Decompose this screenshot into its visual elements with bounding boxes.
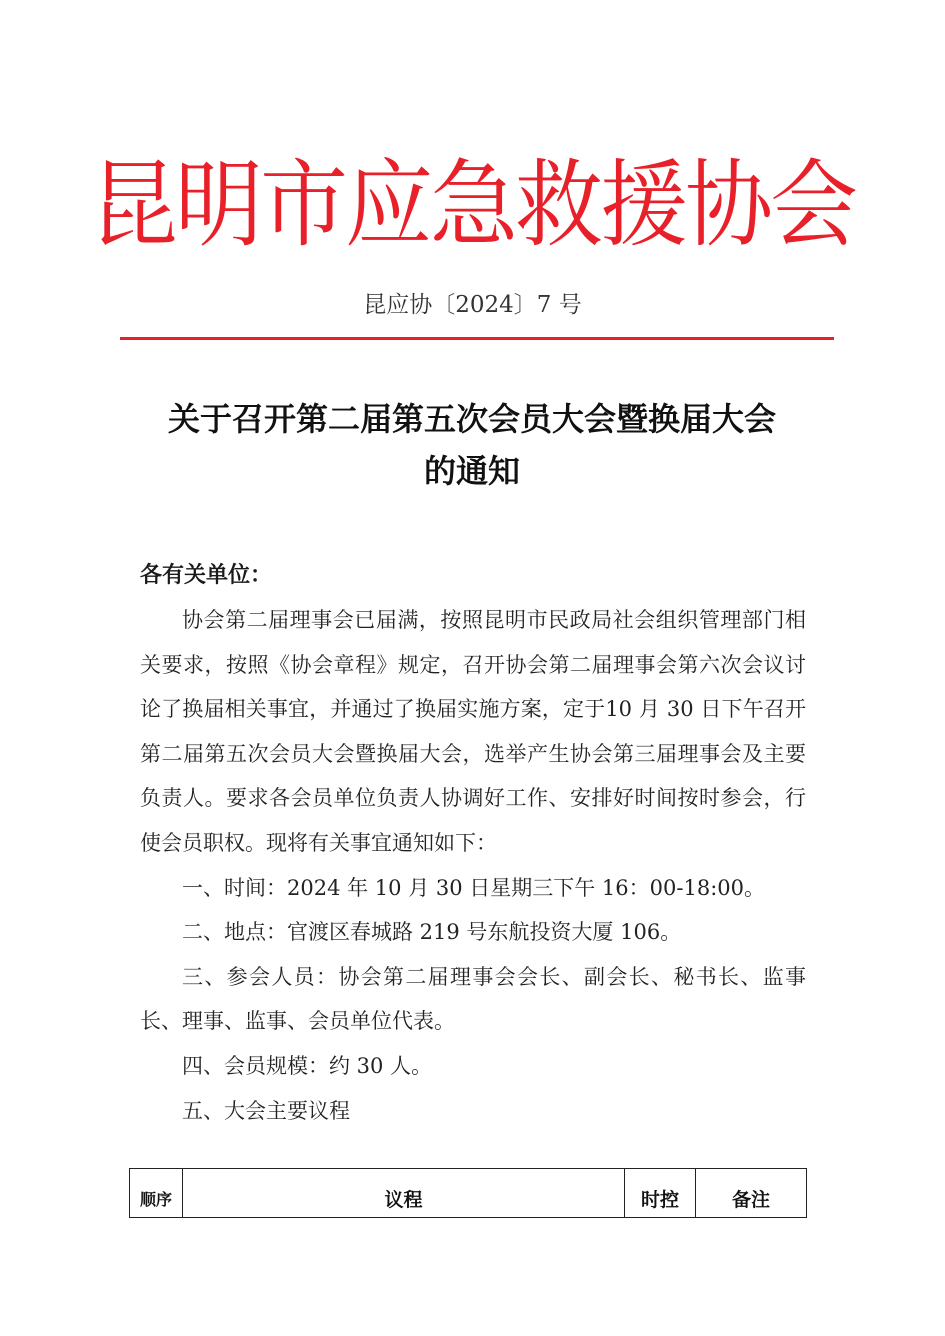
paragraph-attendees: 三、参会人员：协会第二届理事会会长、副会长、秘书长、监事长、理事、监事、会员单位代表。 — [140, 964, 806, 1034]
document-number: 昆应协〔2024〕7 号 — [363, 292, 582, 318]
title-line-2: 的通知 — [423, 452, 520, 490]
paragraph-scale: 四、会员规模：约 30 人。 — [182, 1053, 433, 1078]
agenda-table — [129, 1168, 807, 1218]
agenda-header-row — [130, 1169, 807, 1218]
header-time-control: 时控 — [625, 1169, 696, 1218]
paragraph-location: 二、地点：官渡区春城路 219 号东航投资大厦 106。 — [182, 920, 682, 945]
paragraph-time: 一、时间：2024 年 10 月 30 日星期三下午 16：00-18:00。 — [182, 875, 765, 900]
document-title — [120, 393, 824, 497]
title-line-1: 关于召开第二届第五次会员大会暨换届大会 — [167, 400, 776, 438]
red-divider — [120, 337, 834, 340]
header-remarks: 备注 — [696, 1169, 807, 1218]
header-agenda: 议程 — [183, 1169, 625, 1218]
header-order: 顺序 — [130, 1169, 183, 1218]
body-text — [140, 598, 806, 1133]
paragraph-agenda-heading: 五、大会主要议程 — [182, 1098, 350, 1123]
masthead: 昆明市应急救援协会 — [89, 148, 855, 261]
salutation: 各有关单位： — [140, 563, 273, 588]
paragraph-intro: 协会第二届理事会已届满，按照昆明市民政局社会组织管理部门相关要求，按照《协会章程》规定，召开协会第二届理事会第六次会议讨论了换届相关事宜，并通过了换届实施方案，定于10 月 30 日下午召开第二届第五次会员大会暨换届大会，选举产生协会第三届理事会及主要负责人。要求各会员单位负责人协调好工作、安排好时间按时参会，行使会员职权。现将有关事宜通知如下： — [140, 608, 806, 855]
